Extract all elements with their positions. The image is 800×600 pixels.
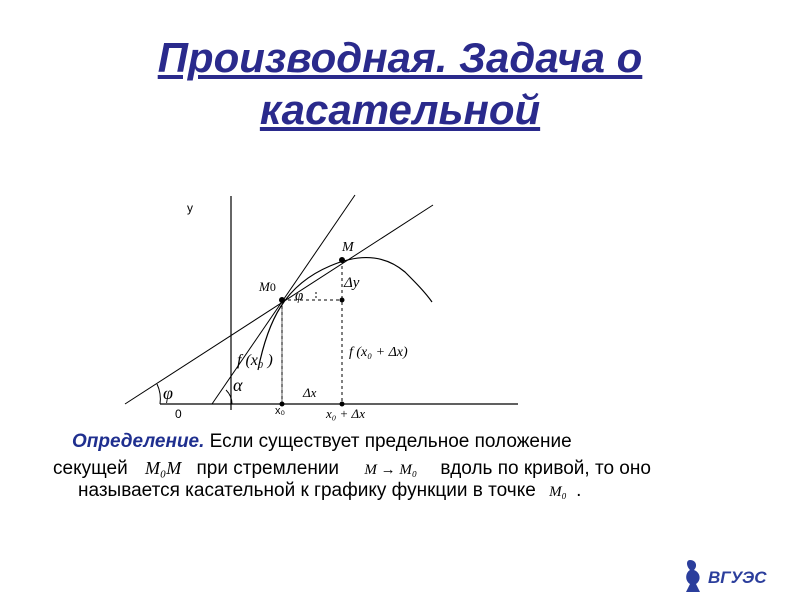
f-x0-dx-label: f (x₀ + Δx) xyxy=(349,345,408,360)
x0-dx-label: x₀ + Δx xyxy=(326,406,365,421)
f-x0-label: f (x₀ ) xyxy=(237,352,273,369)
x0-label: x₀ xyxy=(275,405,286,417)
delta-x-label: Δx xyxy=(303,385,317,400)
logo-text: ВГУЭС xyxy=(708,568,767,587)
point-x0dx-dashed-end xyxy=(340,298,345,303)
logo-figure-icon xyxy=(686,560,700,592)
definition-text-along-curve: вдоль по кривой, то оно xyxy=(440,458,651,479)
definition-term: Определение. xyxy=(72,431,205,452)
definition-period: . xyxy=(576,480,582,501)
origin-label: 0 xyxy=(175,407,182,421)
title-line-1: Производная. Задача о xyxy=(157,34,643,81)
alpha-angle-label: α xyxy=(233,375,243,395)
point-M0 xyxy=(279,297,285,303)
phi-angle-arc xyxy=(157,384,160,404)
definition-line1-rest: Если существует предельное положение xyxy=(204,431,572,452)
phi-small-label: φ xyxy=(295,288,304,304)
point-symbol: M₀ xyxy=(549,484,567,500)
title-line-2: касательной xyxy=(259,86,541,133)
university-logo xyxy=(680,556,770,599)
limit-symbol: M → M₀ xyxy=(364,462,418,478)
definition-text-secant: секущей xyxy=(53,458,128,479)
definition-line-1 xyxy=(72,431,572,453)
secant-symbol: M₀M xyxy=(144,458,182,478)
point-M xyxy=(339,257,345,263)
point-M-label: M xyxy=(342,240,354,255)
y-axis-label: y xyxy=(187,201,193,215)
definition-text-tending: при стремлении xyxy=(196,458,340,479)
definition-line-3 xyxy=(78,480,581,502)
point-M0-label-main: M xyxy=(259,279,270,294)
definition-text-called: называется касательной к графику функции в точке xyxy=(78,480,536,501)
logo-emblem xyxy=(680,556,770,594)
point-M0-label-sub: 0 xyxy=(269,280,276,294)
secant-line xyxy=(125,205,433,404)
phi-angle-label: φ xyxy=(163,383,173,403)
definition-line-2 xyxy=(53,458,651,480)
point-M0-label xyxy=(258,279,276,294)
delta-y-label: Δy xyxy=(344,275,360,291)
